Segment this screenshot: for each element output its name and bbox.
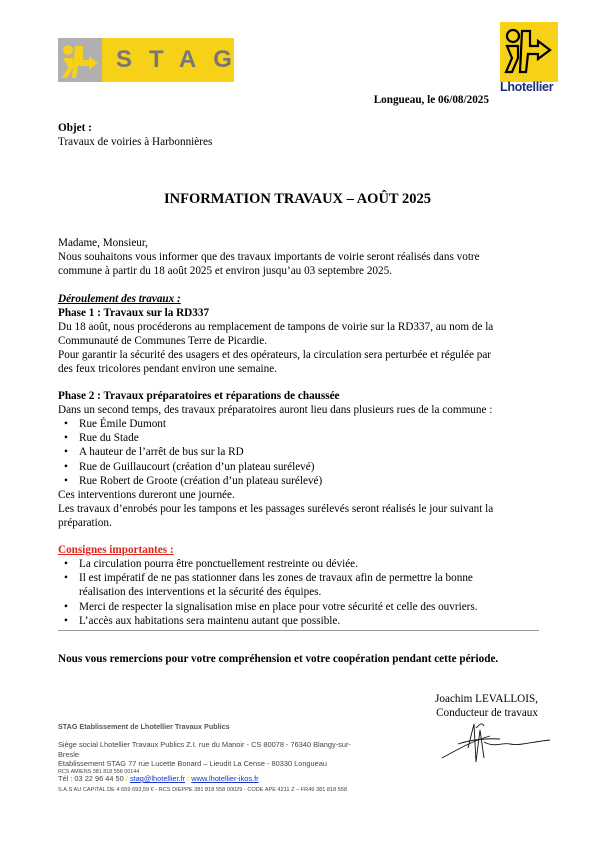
list-item xyxy=(58,614,478,628)
thanks-text: Nous vous remercions pour votre compréhension et votre coopération pendant cette période. xyxy=(58,653,499,665)
consignes-list xyxy=(58,557,478,628)
page-title: INFORMATION TRAVAUX – AOÛT 2025 xyxy=(164,191,431,207)
stag-logo-text: STAG xyxy=(116,46,249,73)
footer-legal: S.A.S AU CAPITAL DE 4 659 693,59 € - RCS DIEPPE 381 818 558 00029 - CODE APE 4211 Z – FR49 381 818 558 xyxy=(58,787,348,793)
separator-line xyxy=(58,630,539,631)
footer-contact xyxy=(58,775,259,784)
list-item xyxy=(58,417,322,431)
streets-list xyxy=(58,417,322,488)
lhotellier-logo-text: Lhotellier xyxy=(500,80,554,94)
street-name: Rue de Guillaucourt (création d’un plateau surélevé) xyxy=(79,460,315,473)
footer-etab-address: 77 rue Lucette Bonard – Lieudit La Cense - 80330 Longueau xyxy=(128,759,327,768)
phase1-line-3: Pour garantir la sécurité des usagers et des opérateurs, la circulation sera perturbée et régulée par xyxy=(58,349,492,361)
stag-logo xyxy=(58,38,249,82)
footer-separator: / xyxy=(125,774,128,783)
phase2-intro: Dans un second temps, des travaux préparatoires auront lieu dans plusieurs rues de la commune : xyxy=(58,404,493,416)
footer-website-link[interactable]: www.lhotellier-ikos.fr xyxy=(191,774,259,783)
list-item xyxy=(58,460,322,474)
phase2-after-2: Les travaux d’enrobés pour les tampons et les passages surélevés seront réalisés le jour suivant la xyxy=(58,503,494,515)
street-name: Rue Émile Dumont xyxy=(79,418,167,430)
footer-email-link[interactable]: stag@lhotellier.fr xyxy=(129,774,186,783)
consigne-text: réalisation des interventions et la sécurité des équipes. xyxy=(79,586,322,599)
phase1-line-2: Communauté de Communes Terre de Picardie. xyxy=(58,335,268,347)
footer-siege-2: Bresle xyxy=(58,750,79,759)
lhotellier-logo-graphic xyxy=(500,22,558,82)
list-item xyxy=(58,557,478,571)
phase1-line-4: des feux tricolores pendant environ une semaine. xyxy=(58,363,278,375)
signature-role: Conducteur de travaux xyxy=(436,707,538,719)
lhotellier-logo xyxy=(500,22,558,97)
consigne-text: La circulation pourra être ponctuellement restreinte ou déviée. xyxy=(79,558,358,570)
deroulement-heading: Déroulement des travaux : xyxy=(58,293,181,305)
signature-name: Joachim LEVALLOIS, xyxy=(435,693,538,705)
list-item xyxy=(58,571,478,599)
intro-line-2: commune à partir du 18 août 2025 et environ jusqu’au 03 septembre 2025. xyxy=(58,265,392,277)
object-text: Travaux de voiries à Harbonnières xyxy=(58,136,213,148)
list-item xyxy=(58,474,322,488)
consignes-heading: Consignes importantes : xyxy=(58,544,174,556)
footer-tel: Tél : 03 22 96 44 50 xyxy=(58,774,124,783)
list-item xyxy=(58,431,322,445)
footer-company: STAG Etablissement de Lhotellier Travaux Publics xyxy=(58,722,230,731)
phase2-after-3: préparation. xyxy=(58,517,112,529)
list-item xyxy=(58,445,322,459)
phase1-heading: Phase 1 : Travaux sur la RD337 xyxy=(58,307,210,319)
footer-siege-1: Siège social Lhotellier Travaux Publics Z.I. rue du Manoir - CS 80078 - 76340 Blangy-sur- xyxy=(58,740,351,749)
phase1-line-1: Du 18 août, nous procéderons au remplacement de tampons de voirie sur la RD337, au nom de la xyxy=(58,321,494,333)
list-item xyxy=(58,600,478,614)
phase2-heading: Phase 2 : Travaux préparatoires et réparations de chaussée xyxy=(58,390,340,402)
footer-separator: / xyxy=(187,774,190,783)
phase2-after-1: Ces interventions dureront une journée. xyxy=(58,489,235,501)
street-name: A hauteur de l’arrêt de bus sur la RD xyxy=(79,446,244,459)
street-name: Rue du Stade xyxy=(79,432,139,445)
consigne-text: L’accès aux habitations sera maintenu autant que possible. xyxy=(79,614,341,627)
handwritten-signature xyxy=(440,718,560,768)
street-name: Rue Robert de Groote (création d’un plateau surélevé) xyxy=(79,474,323,487)
place-date: Longueau, le 06/08/2025 xyxy=(373,94,489,106)
consigne-text: Merci de respecter la signalisation mise en place pour votre sécurité et celle des ouvriers. xyxy=(79,600,478,613)
intro-line-1: Nous souhaitons vous informer que des travaux importants de voirie seront réalisés dans votre xyxy=(58,251,480,263)
footer-etab-label: Etablissement STAG xyxy=(58,759,127,768)
footer-rcs: RCS AMIENS 381 818 558 00144 xyxy=(58,769,140,775)
greeting: Madame, Monsieur, xyxy=(58,237,148,249)
consigne-text: Il est impératif de ne pas stationner dans les zones de travaux afin de permettre la bonne xyxy=(79,572,473,585)
object-label: Objet : xyxy=(58,122,92,134)
